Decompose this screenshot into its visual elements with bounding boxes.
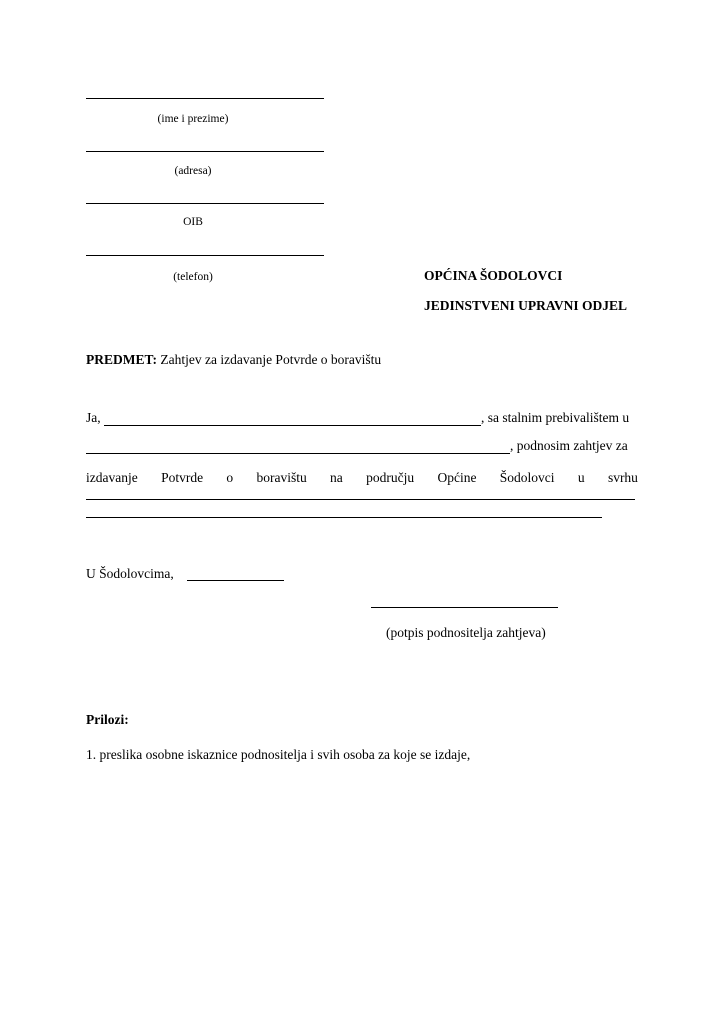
oib-line[interactable] [86, 203, 324, 204]
signature-label: (potpis podnositelja zahtjeva) [386, 625, 546, 640]
residence-address-field[interactable] [86, 453, 510, 454]
purpose-word: Potvrde [161, 470, 204, 485]
address-label: (adresa) [174, 165, 212, 177]
request-text: , podnosim zahtjev za [510, 438, 628, 453]
subject-text: Zahtjev za izdavanje Potvrde o boravištu [157, 352, 382, 367]
subject-label: PREDMET: [86, 352, 157, 367]
recipient-department: JEDINSTVENI UPRAVNI ODJEL [424, 298, 628, 313]
purpose-field-2[interactable] [86, 517, 602, 518]
subject-line [86, 352, 381, 368]
ja-text: Ja, [86, 410, 101, 425]
place-text: U Šodolovcima, [86, 566, 174, 581]
purpose-word: o [226, 470, 234, 485]
address-line[interactable] [86, 151, 324, 152]
purpose-word: boravištu [256, 470, 307, 485]
purpose-word: u [577, 470, 585, 485]
oib-label: OIB [183, 216, 203, 228]
attachments-heading: Prilozi: [86, 712, 129, 727]
name-line[interactable] [86, 98, 324, 99]
purpose-field-1[interactable] [86, 499, 635, 500]
date-field[interactable] [187, 580, 284, 581]
phone-label: (telefon) [173, 271, 213, 283]
purpose-word: Općine [437, 470, 477, 485]
purpose-word: izdavanje [86, 470, 138, 485]
purpose-sentence [86, 470, 638, 486]
name-label: (ime i prezime) [157, 113, 229, 125]
signature-line[interactable] [371, 607, 558, 608]
recipient-municipality: OPĆINA ŠODOLOVCI [424, 268, 563, 283]
attachment-item: 1. preslika osobne iskaznice podnositelja i svih osoba za koje se izdaje, [86, 747, 471, 762]
purpose-word: Šodolovci [499, 470, 555, 485]
residence-text: , sa stalnim prebivalištem u [481, 410, 630, 425]
phone-line[interactable] [86, 255, 324, 256]
full-name-field[interactable] [104, 425, 481, 426]
purpose-word: svrhu [607, 470, 638, 485]
purpose-word: na [330, 470, 343, 485]
purpose-word: području [366, 470, 415, 485]
